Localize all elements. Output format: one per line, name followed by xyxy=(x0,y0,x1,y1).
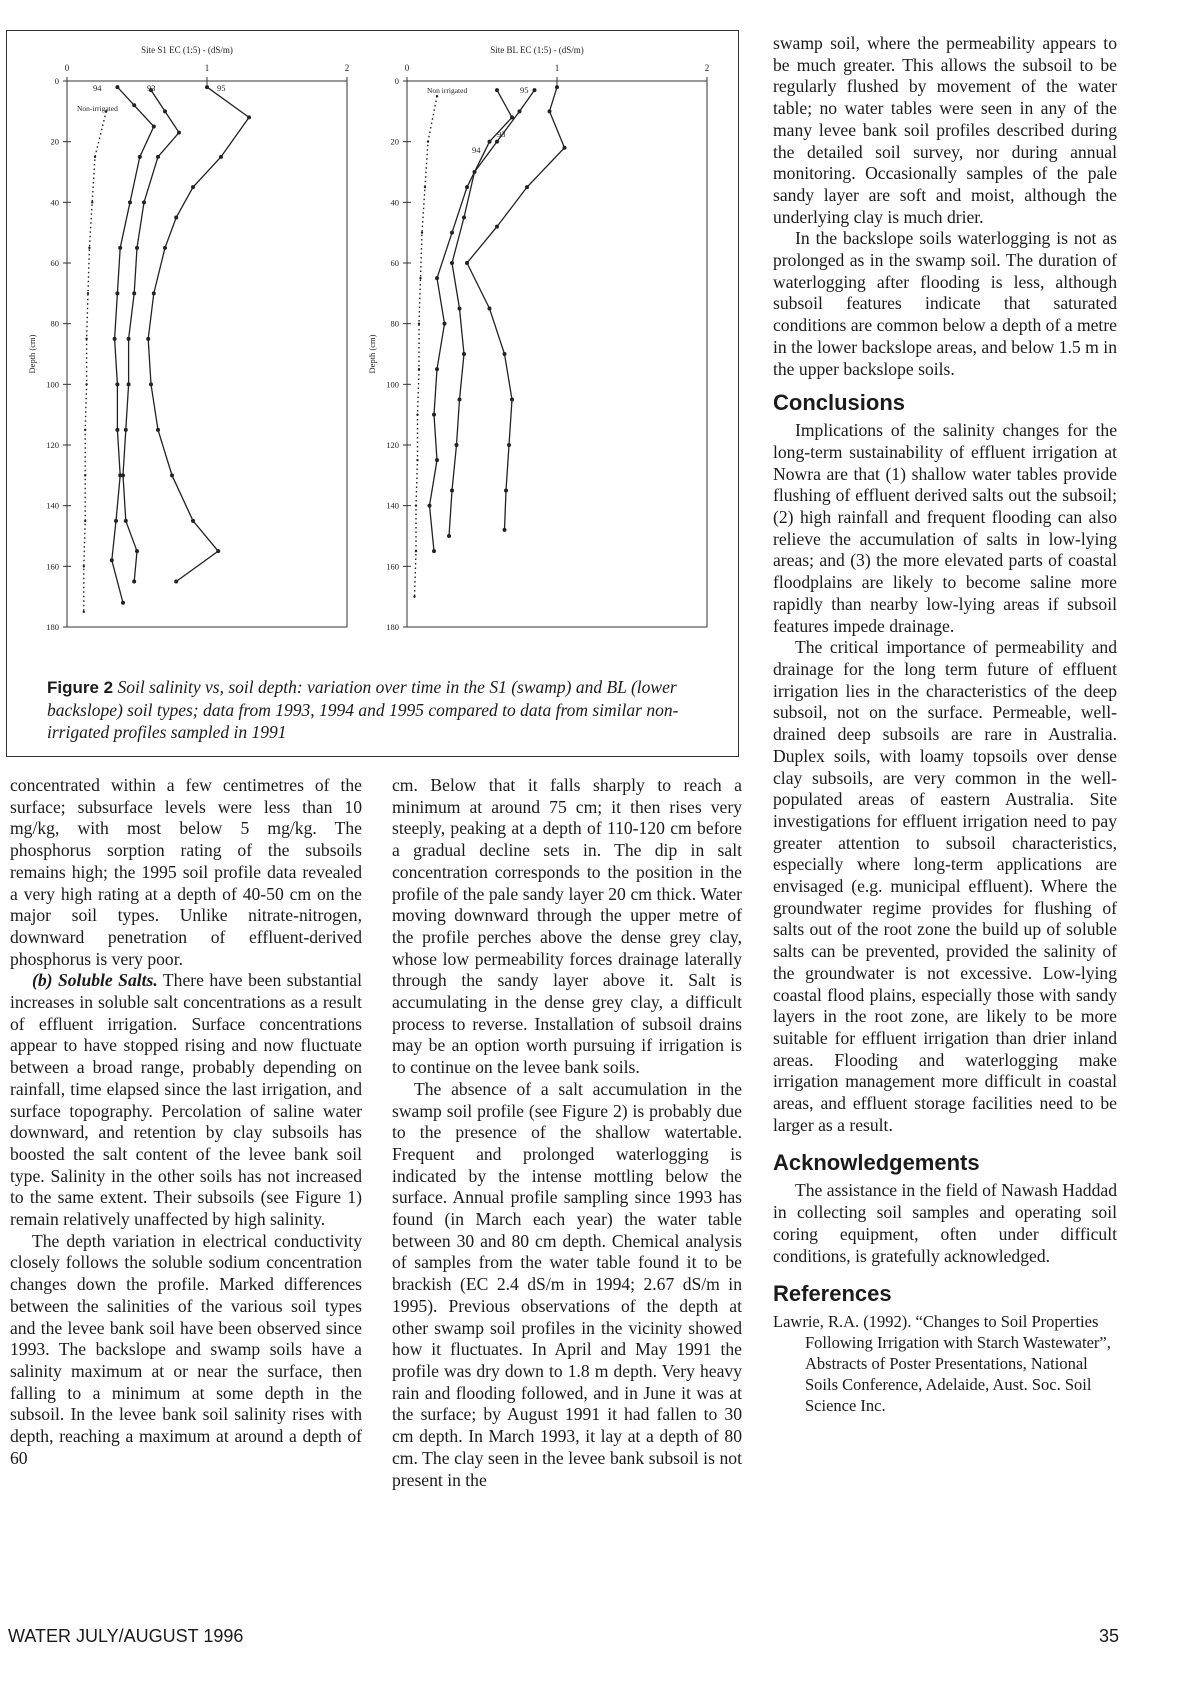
data-point xyxy=(503,352,507,356)
series-annotation: Non irrigated xyxy=(427,86,468,95)
data-point xyxy=(115,382,119,386)
data-point xyxy=(447,534,451,538)
data-point xyxy=(156,428,160,432)
data-point xyxy=(88,247,90,249)
data-point xyxy=(413,595,415,597)
series-line-non-irrigated xyxy=(84,111,106,611)
chart-site-bl xyxy=(367,45,709,632)
data-point xyxy=(247,115,251,119)
data-point xyxy=(115,291,119,295)
paragraph: In the backslope soils waterlogging is not as prolonged as in the swamp soil. The duration of waterlogging after flooding is less, although subsoil features indicate that saturated conditions are common below a depth of a metre in the lower backslope areas, and below 1.5 m in the upper backslope soils. xyxy=(773,228,1117,379)
data-point xyxy=(435,367,439,371)
data-point xyxy=(219,155,223,159)
y-tick-label: 60 xyxy=(50,258,59,268)
data-point xyxy=(149,382,153,386)
data-point xyxy=(138,155,142,159)
data-point xyxy=(424,186,426,188)
data-point xyxy=(84,520,86,522)
heading-references: References xyxy=(773,1281,892,1307)
series-line-94 xyxy=(112,87,154,603)
data-point xyxy=(121,601,125,605)
data-point xyxy=(504,489,508,493)
data-point xyxy=(462,352,466,356)
data-point xyxy=(174,216,178,220)
plot-frame xyxy=(67,81,347,627)
data-point xyxy=(132,580,136,584)
y-tick-label: 20 xyxy=(50,136,59,147)
data-point xyxy=(114,519,118,523)
data-point xyxy=(146,337,150,341)
paragraph-text: There have been substantial increases in soluble salt concentrations as a result of effluent irrigation. Surface concentrations appear to have stopped rising and now fluctuate between a broad range, probably depending on rainfall, time elapsed since the last irrigation, and surface topography. Percolation of saline water downward, and retention by clay subsoils has boosted the salt content of the levee bank soil type. Salinity in the other soils has not increased to the same extent. Their subsoils (see Figure 1) remain relatively unaffected by high salinity. xyxy=(10,970,362,1230)
data-point xyxy=(115,85,119,89)
data-point xyxy=(525,185,529,189)
data-point xyxy=(170,473,174,477)
paragraph: The critical importance of permeability and drainage for the long term future of effluent irrigation lies in the characteristics of the deep subsoil, not on the surface. Permeable, well-drained deep subsoils are rare in Australia. Duplex soils, with loamy topsoils over dense clay subsoils, are very common in the well-populated areas of eastern Australia. Site investigations for effluent irrigation need to pay greater attention to subsoil characteristics, especially where long-term applications are envisaged (e.g. municipal effluent). Where the groundwater regime provides for flushing of salts out of the root zone the build up of soluble salts can be prevented, provided the salinity of the groundwater is not excessive. Low-lying coastal flood plains, especially those with sandy layers in the root zone, are likely to be more suitable for effluent irrigation than drier inland areas. Flooding and waterlogging make irrigation management more difficult in coastal areas, and effluent storage facilities need to be larger as a result. xyxy=(773,637,1117,1135)
data-point xyxy=(87,292,89,294)
y-tick-label: 0 xyxy=(54,76,59,86)
data-point xyxy=(495,225,499,229)
y-tick-label: 40 xyxy=(50,197,59,208)
paragraph: The depth variation in electrical conductivity closely follows the soluble sodium concentration changes down the profile. Marked differences between the salinities of the various soil types and the levee bank soil have been observed since 1993. The backslope and swamp soils have a salinity maximum at or near the surface, then falling to a minimum at some depth in the subsoil. In the levee bank soil salinity rises with depth, reaching a maximum at around a depth of 60 xyxy=(10,1230,362,1468)
data-point xyxy=(563,146,567,150)
column-1 xyxy=(10,775,362,1470)
heading-acknowledgements: Acknowledgements xyxy=(773,1150,980,1176)
y-tick-label: 100 xyxy=(46,379,59,390)
data-point xyxy=(443,322,447,326)
series-annotation: 95 xyxy=(217,83,226,93)
data-point xyxy=(473,170,477,174)
data-point xyxy=(428,504,432,508)
series-line-95 xyxy=(148,87,249,581)
data-point xyxy=(435,458,439,462)
data-point xyxy=(135,246,139,250)
figure-label: Figure 2 xyxy=(47,678,114,697)
y-tick-label: 180 xyxy=(386,622,399,632)
data-point xyxy=(127,337,131,341)
y-tick-label: 40 xyxy=(390,197,399,208)
column-2 xyxy=(392,775,742,1491)
data-point xyxy=(465,261,469,265)
data-point xyxy=(518,109,522,113)
column-3 xyxy=(773,33,1117,1416)
paragraph: The assistance in the field of Nawash Haddad in collecting soil samples and operating soil coring equipment, often under difficult conditions, is gratefully acknowledged. xyxy=(773,1180,1117,1266)
data-point xyxy=(416,413,418,415)
data-point xyxy=(127,382,131,386)
data-point xyxy=(418,368,420,370)
data-point xyxy=(132,291,136,295)
page-number: 35 xyxy=(1098,1626,1119,1646)
x-tick-label: 0 xyxy=(64,63,70,73)
x-tick-label: 2 xyxy=(344,63,350,73)
paragraph: Implications of the salinity changes for the long-term sustainability of effluent irrigation at Nowra are that (1) shallow water tables provide flushing of effluent derived salts out the subsoil; (2) high rainfall and frequent flooding can also relieve the accumulation of salts in low-lying areas; and (3) the more elevated parts of coastal floodplains are likely to become saline more rapidly than nearby low-lying areas if subsoil features impede drainage. xyxy=(773,420,1117,636)
data-point xyxy=(84,429,86,431)
data-point xyxy=(555,85,559,89)
y-tick-label: 160 xyxy=(386,561,399,572)
plot-frame xyxy=(407,81,707,627)
data-point xyxy=(110,558,114,562)
y-tick-label: 140 xyxy=(46,500,59,511)
reference-item: Lawrie, R.A. (1992). “Changes to Soil Properties Following Irrigation with Starch Wastewater”, Abstracts of Poster Presentations, National Soils Conference, Adelaide, Aust. Soc. Soil Science Inc. xyxy=(773,1312,1111,1416)
data-point xyxy=(450,261,454,265)
y-tick-label: 80 xyxy=(390,318,399,329)
data-point xyxy=(121,473,125,477)
series-line-93 xyxy=(123,90,179,581)
series-annotation: 94 xyxy=(93,83,102,93)
data-point xyxy=(152,125,156,129)
data-point xyxy=(450,489,454,493)
data-point xyxy=(115,428,119,432)
paragraph: cm. Below that it falls sharply to reach a minimum at around 75 cm; it then rises very steeply, peaking at a depth of 110-120 cm before a gradual decline sets in. The dip in salt concentration corresponds to the position in the profile of the pale sandy layer 20 cm thick. Water moving downward through the upper metre of the profile perches above the dense grey clay, whose low permeability forces drainage laterally through the sandy layer above it. Salt is accumulating in the dense grey clay, a difficult process to reverse. Installation of subsoil drains may be an option worth pursuing if irrigation is to continue on the levee bank soils. xyxy=(392,775,742,1078)
x-tick-label: 0 xyxy=(404,63,410,73)
data-point xyxy=(415,550,417,552)
data-point xyxy=(503,528,507,532)
x-tick-label: 1 xyxy=(554,63,560,73)
y-tick-label: 120 xyxy=(386,440,399,450)
data-point xyxy=(495,88,499,92)
data-point xyxy=(495,140,499,144)
data-point xyxy=(419,277,421,279)
x-tick-label: 2 xyxy=(704,63,710,73)
y-tick-label: 140 xyxy=(386,500,399,511)
paragraph-soluble-salts xyxy=(10,970,362,1230)
figure-caption-text: Soil salinity vs, soil depth: variation over time in the S1 (swamp) and BL (lower backslope) soil types; data from 1993, 1994 and 1995 compared to data from similar non-irrigated profiles sampled in 1991 xyxy=(47,677,679,742)
y-tick-label: 0 xyxy=(394,76,399,86)
y-tick-label: 180 xyxy=(46,622,59,632)
data-point xyxy=(488,140,492,144)
data-point xyxy=(152,291,156,295)
series-annotation: 94 xyxy=(472,145,481,155)
data-point xyxy=(455,443,459,447)
data-point xyxy=(132,103,136,107)
data-point xyxy=(205,85,209,89)
data-point xyxy=(85,338,87,340)
paragraph: concentrated within a few centimetres of the surface; subsurface levels were less than 10 mg/kg, with most below 5 mg/kg. The phosphorus sorption rating of the subsoils remains high; the 1995 soil profile data revealed a very high rating at a depth of 40-50 cm on the major soil types. Unlike nitrate-nitrogen, downward penetration of effluent-derived phosphorus is very poor. xyxy=(10,775,362,969)
data-point xyxy=(113,337,117,341)
data-point xyxy=(432,413,436,417)
series-line-93 xyxy=(449,90,535,536)
paragraph: swamp soil, where the permeability appears to be much greater. This allows the subsoil to be regularly flushed by movement of the water table; no water tables were seen in any of the many levee bank soil profiles described during the detailed soil survey, nor during annual monitoring. Occasionally samples of the pale sandy layer are soft and moist, although the underlying clay is much drier. xyxy=(773,33,1117,227)
data-point xyxy=(91,201,93,203)
y-tick-label: 60 xyxy=(390,258,399,268)
data-point xyxy=(432,549,436,553)
data-point xyxy=(163,246,167,250)
data-point xyxy=(163,109,167,113)
y-tick-label: 80 xyxy=(50,318,59,329)
data-point xyxy=(507,443,511,447)
data-point xyxy=(156,155,160,159)
data-point xyxy=(177,131,181,135)
data-point xyxy=(465,185,469,189)
data-point xyxy=(94,156,96,158)
chart-title: Site S1 EC (1:5) - (dS/m) xyxy=(141,45,233,55)
data-point xyxy=(533,88,537,92)
chart-title: Site BL EC (1:5) - (dS/m) xyxy=(490,45,584,55)
series-line-94 xyxy=(430,90,513,551)
heading-conclusions: Conclusions xyxy=(773,390,906,416)
figure-2-box xyxy=(6,30,739,757)
series-line-non-irrigated xyxy=(415,96,438,597)
subheading-soluble-salts: (b) Soluble Salts. xyxy=(32,970,158,991)
y-tick-label: 100 xyxy=(386,379,399,390)
series-annotation: 93 xyxy=(497,129,506,139)
data-point xyxy=(415,504,417,506)
data-point xyxy=(548,109,552,113)
data-point xyxy=(416,459,418,461)
data-point xyxy=(435,276,439,280)
figure-2-charts xyxy=(7,31,740,758)
figure-caption xyxy=(47,676,732,743)
data-point xyxy=(427,140,429,142)
y-tick-label: 160 xyxy=(46,561,59,572)
data-point xyxy=(510,398,514,402)
data-point xyxy=(191,519,195,523)
data-point xyxy=(418,322,420,324)
y-tick-label: 120 xyxy=(46,440,59,450)
y-axis-label: Depth (cm) xyxy=(367,334,377,374)
data-point xyxy=(174,580,178,584)
data-point xyxy=(458,307,462,311)
footer-journal: WATER JULY/AUGUST 1996 xyxy=(8,1626,244,1646)
data-point xyxy=(83,565,85,567)
data-point xyxy=(488,307,492,311)
data-point xyxy=(450,231,454,235)
data-point xyxy=(191,185,195,189)
data-point xyxy=(124,428,128,432)
data-point xyxy=(462,216,466,220)
series-annotation: Non-irrigated xyxy=(77,104,118,113)
series-annotation: 95 xyxy=(520,85,529,95)
data-point xyxy=(84,474,86,476)
x-tick-label: 1 xyxy=(204,63,210,73)
data-point xyxy=(216,549,220,553)
data-point xyxy=(128,200,132,204)
y-tick-label: 20 xyxy=(390,136,399,147)
data-point xyxy=(118,246,122,250)
y-axis-label: Depth (cm) xyxy=(27,334,37,374)
data-point xyxy=(83,611,85,613)
data-point xyxy=(142,200,146,204)
series-line-95 xyxy=(467,87,565,530)
chart-site-s1 xyxy=(27,45,349,632)
data-point xyxy=(458,398,462,402)
data-point xyxy=(436,95,438,97)
data-point xyxy=(85,383,87,385)
series-annotation: 93 xyxy=(147,83,156,93)
data-point xyxy=(124,519,128,523)
paragraph: The absence of a salt accumulation in the swamp soil profile (see Figure 2) is probably due to the presence of the shallow watertable. Frequent and prolonged waterlogging is indicated by the intense mottling below the surface. Annual profile sampling since 1993 has found (in March each year) the water table between 30 and 80 cm depth. Chemical analysis of samples from the water table found it to be brackish (EC 2.4 dS/m in 1994; 2.67 dS/m in 1995). Previous observations of the depth at other swamp soil profiles in the vicinity showed how it fluctuates. In April and May 1991 the profile was dry down to 1.8 m depth. Very heavy rain and flooding followed, and in June it was at the surface; by August 1991 it had fallen to 30 cm depth. In March 1993, it lay at a depth of 80 cm. The clay seen in the levee bank subsoil is not present in the xyxy=(392,1078,742,1490)
data-point xyxy=(421,231,423,233)
data-point xyxy=(135,549,139,553)
